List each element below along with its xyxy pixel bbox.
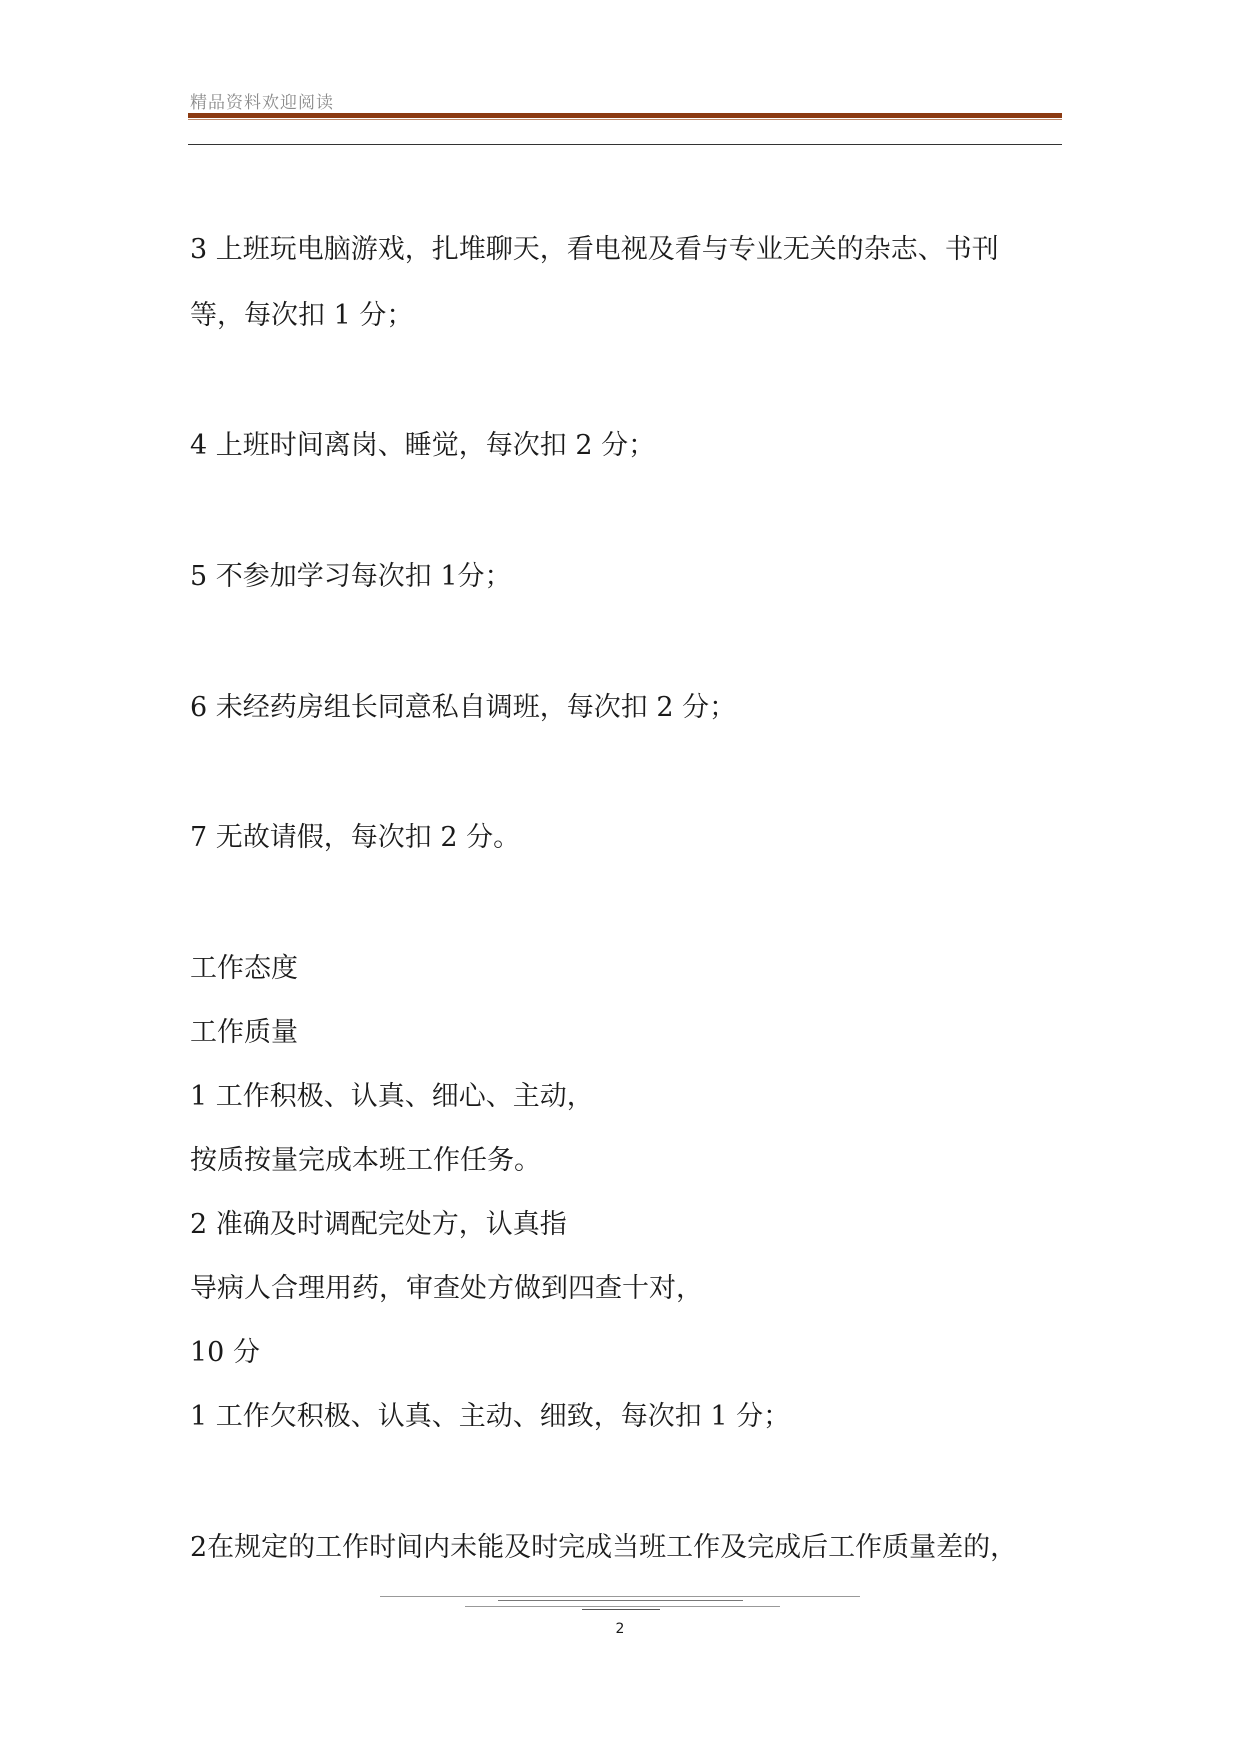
body-line: 4 上班时间离岗、睡觉，每次扣 2 分；	[190, 430, 656, 461]
footer-rule	[465, 1606, 780, 1607]
footer-rule	[380, 1596, 860, 1597]
header-rule-thin	[188, 119, 1062, 120]
section-heading: 工作质量	[190, 1017, 298, 1048]
footer-rule	[582, 1609, 660, 1610]
body-line: 等，每次扣 1 分；	[190, 300, 414, 331]
body-line: 导病人合理用药，审查处方做到四查十对，	[190, 1273, 703, 1304]
body-line: 3 上班玩电脑游戏，扎堆聊天，看电视及看与专业无关的杂志、书刊	[190, 234, 999, 265]
header-rule-thick	[188, 113, 1062, 118]
body-line: 1 工作积极、认真、细心、主动，	[190, 1081, 594, 1112]
body-line: 2 准确及时调配完处方，认真指	[190, 1209, 567, 1240]
header-rule-bottom	[188, 144, 1062, 145]
body-line: 1 工作欠积极、认真、主动、细致，每次扣 1 分；	[190, 1401, 791, 1432]
body-line: 7 无故请假，每次扣 2 分。	[190, 822, 521, 853]
body-line: 10 分	[190, 1337, 260, 1368]
footer-rule	[498, 1600, 743, 1601]
body-line: 按质按量完成本班工作任务。	[190, 1145, 541, 1176]
section-heading: 工作态度	[190, 953, 298, 984]
page-number: 2	[615, 1621, 625, 1637]
header-text: 精品资料欢迎阅读	[190, 93, 334, 113]
body-line: 5 不参加学习每次扣 1分；	[190, 561, 512, 592]
body-line: 6 未经药房组长同意私自调班，每次扣 2 分；	[190, 692, 737, 723]
body-line: 2在规定的工作时间内未能及时完成当班工作及完成后工作质量差的，	[190, 1532, 1018, 1563]
